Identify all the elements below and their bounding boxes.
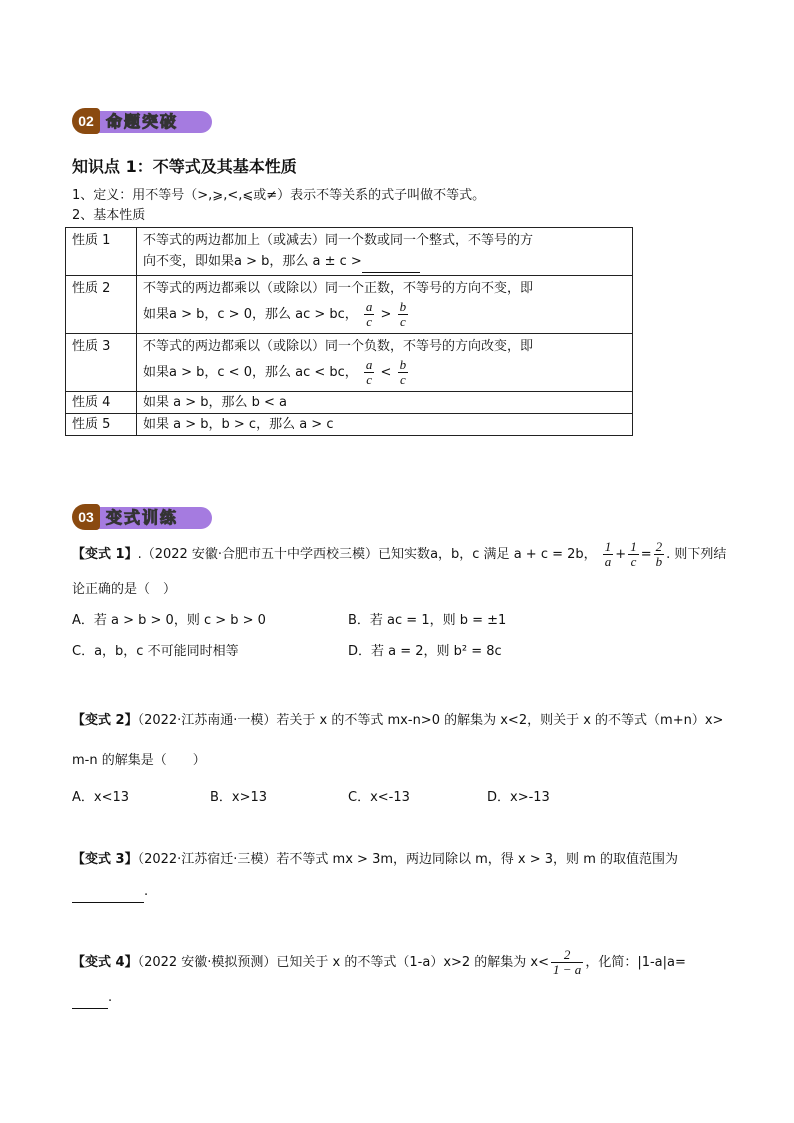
desc-line: 不等式的两边都乘以（或除以）同一个负数，不等号的方向改变，即 — [143, 339, 534, 354]
question-tag: 【变式 4】 — [72, 955, 138, 970]
fraction: $\frac{1}{c}$ — [630, 539, 637, 569]
answer-blank — [362, 251, 420, 273]
property-desc: 如果 a > b，那么 b < a — [137, 392, 633, 414]
banner-title: 命题突破 — [106, 112, 179, 131]
section-banner-02 — [72, 108, 212, 134]
question-2-line2: m-n 的解集是（ ） — [72, 753, 206, 768]
option-a[interactable]: A．x<13 — [72, 790, 130, 805]
table-row — [66, 334, 633, 392]
desc-line: 如果a > b，c > 0，那么 ac > bc， $\frac{a}{c}$ > $\frac{b}{c}$ — [143, 299, 407, 329]
fraction: $\frac{b}{c}$ — [399, 357, 407, 387]
question-text: （2022·江苏南通·一模）若关于 x 的不等式 mx-n>0 的解集为 x<2，则关于 x 的不等式（m+n）x> — [137, 713, 724, 728]
banner-badge: 03 — [72, 504, 100, 530]
fraction: $\frac{2}{b}$ — [655, 539, 663, 569]
property-desc: 如果 a > b，b > c，那么 a > c — [137, 414, 633, 436]
question-condition: a，b，c 满足 a + c = 2b， — [430, 547, 597, 562]
option-d[interactable]: D．x>-13 — [487, 790, 550, 805]
option-b[interactable]: B．若 ac = 1，则 b = ±1 — [348, 613, 507, 628]
question-3-line2: . — [72, 882, 148, 903]
question-2 — [72, 711, 723, 731]
fraction: $\frac{a}{c}$ — [365, 299, 373, 329]
option-b[interactable]: B．x>13 — [210, 790, 268, 805]
fraction: $\frac{2}{1 - a}$ — [553, 947, 582, 977]
question-text: （2022 安徽·模拟预测）已知关于 x 的不等式（1-a）x>2 的解集为 x< — [137, 955, 550, 970]
question-tag: 【变式 3】 — [72, 852, 138, 867]
answer-blank[interactable] — [72, 882, 144, 903]
question-1: 【变式 1】.（2022 安徽·合肥市五十中学西校三模）已知实数a，b，c 满足 a + c = 2b， $\frac{1}{a}$ + $\frac{1}{c}$ = $\frac{2}{b}$ . 则下列结 — [72, 539, 727, 569]
knowledge-heading: 知识点 1：不等式及其基本性质 — [72, 157, 297, 176]
fraction: $\frac{b}{c}$ — [399, 299, 407, 329]
property-name: 性质 4 — [66, 392, 137, 414]
table-row — [66, 276, 633, 334]
question-source: .（2022 安徽·合肥市五十中学西校三模）已知实数 — [137, 547, 431, 562]
banner-badge: 02 — [72, 108, 100, 134]
definition-text: 1、定义：用不等号（>,⩾,<,⩽或≠）表示不等关系的式子叫做不等式。 — [72, 188, 486, 203]
property-desc — [137, 276, 633, 334]
property-name: 性质 1 — [66, 228, 137, 276]
option-c[interactable]: C．x<-13 — [348, 790, 410, 805]
question-tail: . 则下列结 — [666, 547, 727, 562]
banner-title: 变式训练 — [106, 508, 179, 527]
property-desc — [137, 228, 633, 276]
question-1-line2: 论正确的是（ ） — [72, 582, 177, 597]
question-text: （2022·江苏宿迁·三模）若不等式 mx > 3m，两边同除以 m，得 x > 3，则 m 的取值范围为 — [137, 852, 678, 867]
property-name: 性质 5 — [66, 414, 137, 436]
desc-line: 不等式的两边都加上（或减去）同一个数或同一个整式，不等号的方 — [143, 233, 534, 248]
table-row — [66, 228, 633, 276]
table-row — [66, 414, 633, 436]
question-tag: 【变式 1】 — [72, 547, 138, 562]
option-c[interactable]: C．a，b，c 不可能同时相等 — [72, 644, 239, 659]
section-banner-03 — [72, 504, 212, 530]
fraction: $\frac{1}{a}$ — [604, 539, 612, 569]
answer-blank[interactable] — [72, 988, 108, 1009]
property-desc — [137, 334, 633, 392]
question-tag: 【变式 2】 — [72, 713, 138, 728]
question-tail: ，化简：|1-a|a= — [585, 955, 686, 970]
desc-line: 不等式的两边都乘以（或除以）同一个正数，不等号的方向不变，即 — [143, 281, 534, 296]
option-d[interactable]: D．若 a = 2，则 b² = 8c — [348, 644, 502, 659]
fraction: $\frac{a}{c}$ — [365, 357, 373, 387]
basic-properties-label: 2、基本性质 — [72, 208, 146, 223]
property-name: 性质 3 — [66, 334, 137, 392]
desc-line: 向不变，即如果a > b，那么 a ± c > — [143, 251, 626, 273]
property-name: 性质 2 — [66, 276, 137, 334]
question-3 — [72, 850, 678, 870]
question-4 — [72, 948, 686, 977]
option-a[interactable]: A．若 a > b > 0，则 c > b > 0 — [72, 613, 266, 628]
question-4-line2: . — [72, 988, 112, 1009]
desc-line: 如果a > b，c < 0，那么 ac < bc， $\frac{a}{c}$ < $\frac{b}{c}$ — [143, 357, 407, 387]
properties-table — [65, 227, 633, 436]
table-row — [66, 392, 633, 414]
